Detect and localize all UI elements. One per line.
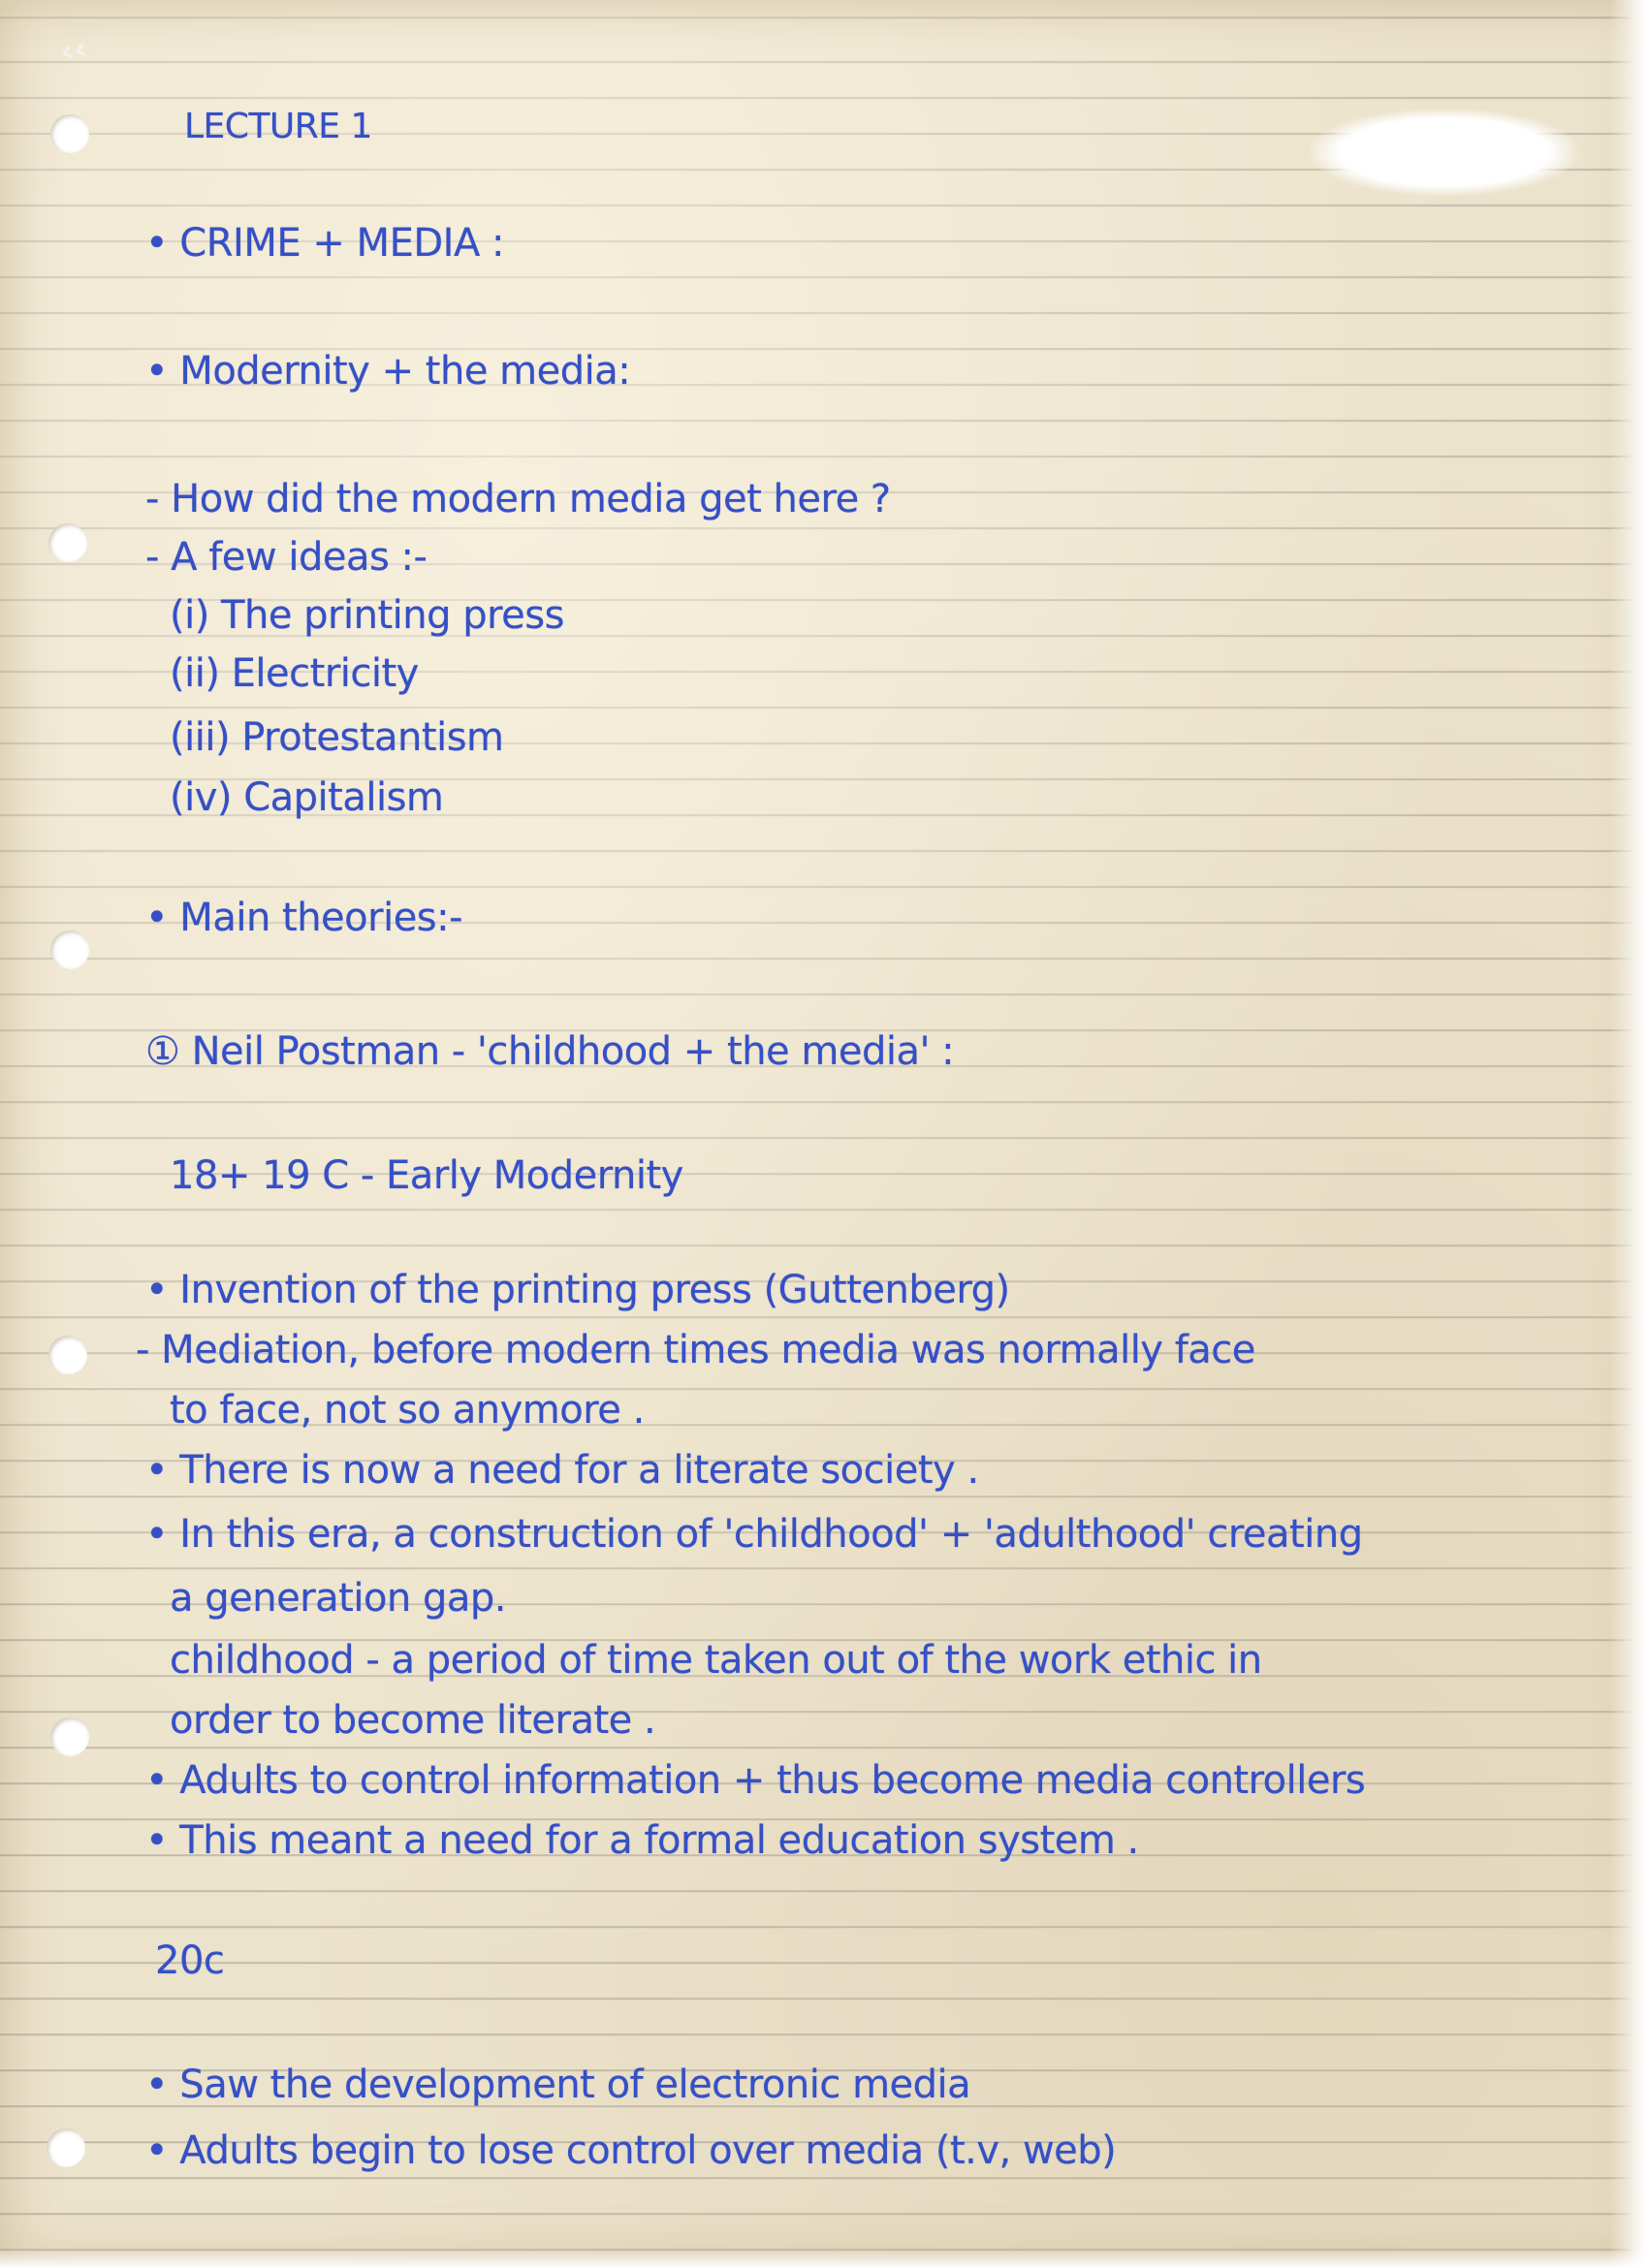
note-line: - Mediation, before modern times media was normally face [136,1328,1255,1372]
corner-scribble: ‹‹ [56,28,91,73]
punch-hole [47,2128,85,2167]
note-line: - A few ideas :- [145,535,428,580]
punch-hole [48,523,87,562]
note-line: • Adults to control information + thus become media controllers [145,1758,1366,1803]
page-edge-bottom [0,2249,1648,2268]
note-line: • Main theories:- [145,896,463,940]
note-line: to face, not so anymore . [170,1388,645,1433]
note-line: (iii) Protestantism [170,715,504,760]
note-line: • CRIME + MEDIA : [145,221,504,266]
note-line: • Adults begin to lose control over media (t.v, web) [145,2128,1117,2173]
page-edge [1609,0,1648,2268]
note-line: • Invention of the printing press (Guttenberg) [145,1268,1010,1312]
note-line: (ii) Electricity [170,651,419,696]
note-line: 18+ 19 C - Early Modernity [170,1153,683,1198]
note-line: order to become literate . [170,1698,656,1743]
note-line: • Modernity + the media: [145,349,631,394]
note-line: - How did the modern media get here ? [145,477,891,521]
punch-hole [50,930,89,969]
punch-hole [50,114,89,153]
note-line: childhood - a period of time taken out of the work ethic in [170,1638,1262,1683]
note-line: • There is now a need for a literate society . [145,1448,979,1493]
note-line: • In this era, a construction of 'childhood' + 'adulthood' creating [145,1512,1363,1557]
correction-fluid-mark [1309,109,1580,196]
punch-hole [50,1717,89,1756]
note-line: (i) The printing press [170,593,564,638]
note-line: (iv) Capitalism [170,775,444,820]
note-line: • This meant a need for a formal education system . [145,1818,1139,1863]
note-line: ① Neil Postman - 'childhood + the media' : [145,1029,955,1074]
note-line: a generation gap. [170,1576,506,1621]
page-title: LECTURE 1 [184,107,372,146]
punch-hole [48,1336,87,1374]
note-line: 20c [155,1938,225,1983]
note-line: • Saw the development of electronic media [145,2063,971,2107]
